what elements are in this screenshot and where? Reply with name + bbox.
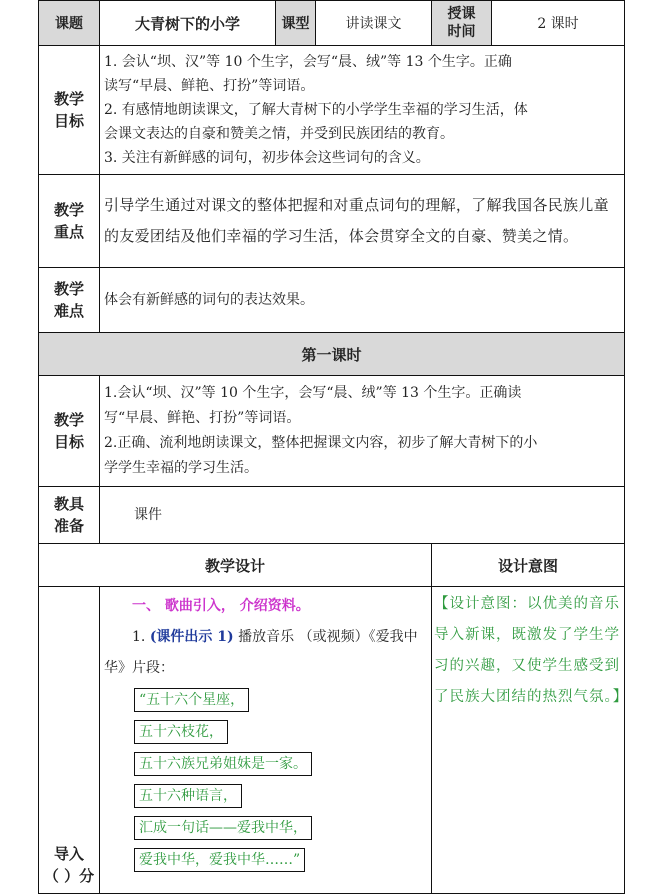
tools-row [39,487,625,544]
keypoints-label [39,175,100,268]
first-lesson-row [39,333,625,376]
goal-line: 2. 有感情地朗读课文，了解大青树下的小学学生幸福的学习生活，体 [104,102,528,118]
keypoints-row [39,175,625,268]
keypoints-label-line1: 教学 [53,201,84,219]
lyric-line: 爱我中华，爱我中华……” [134,848,305,872]
lesson-goal-line: 学学生幸福的学习生活。 [104,460,258,476]
tools-label-line2: 准备 [53,517,84,535]
lesson-goals-text [100,376,625,487]
time-label [432,1,492,46]
time-label-line2: 时间 [447,24,476,40]
lyric-line: “五十六个星座， [134,688,249,712]
courseware-tag: (课件出示 1) [149,629,234,645]
stage-label-line2: （ ）分 [43,867,95,885]
lesson-goals-label-line2: 目标 [53,433,84,451]
difficulty-text: 体会有新鲜感的词句的表达效果。 [100,268,625,333]
type-value: 讲读课文 [316,1,432,46]
keypoints-text: 引导学生通过对课文的整体把握和对重点词句的理解，了解我国各民族儿童的友爱团结及他们幸福的学习生活，体会贯穿全文的自豪、赞美之情。 [100,175,625,268]
stage-label [39,587,100,894]
design-content-row [39,587,625,894]
goal-line: 1. 会认“坝、汉”等 10 个生字，会写“晨、绒”等 13 个生字。正确 [104,54,512,70]
lyrics-list [104,684,427,876]
lesson-goals-label [39,376,100,487]
lesson-goal-line: 写“早晨、鲜艳、打扮”等词语。 [104,410,301,426]
intent-column-header: 设计意图 [432,544,625,587]
hours-value: 2 课时 [492,1,625,46]
goals-label-line2: 目标 [53,112,84,130]
difficulty-label [39,268,100,333]
stage-label-line1: 导入 [53,845,84,863]
tools-value: 课件 [100,487,625,544]
lyric-line: 五十六枝花， [134,720,228,744]
header-row [39,1,625,46]
goals-text [100,46,625,175]
first-lesson-title: 第一课时 [39,333,625,376]
tools-label-line1: 教具 [53,495,84,513]
design-column-header: 教学设计 [39,544,432,587]
lyric-line: 汇成一句话——爱我中华， [134,816,312,840]
difficulty-row [39,268,625,333]
lyric-line: 五十六族兄弟姐妹是一家。 [134,752,312,776]
difficulty-label-line2: 难点 [53,302,84,320]
step1-line [104,622,427,653]
lesson-goals-row [39,376,625,487]
time-label-line1: 授课 [447,6,476,22]
step1-continuation: 华》片段： [104,660,174,676]
difficulty-label-line1: 教学 [53,280,84,298]
lesson-goal-line: 1.会认“坝、汉”等 10 个生字，会写“晨、绒”等 13 个生字。正确读 [104,385,522,401]
keypoints-label-line2: 重点 [53,223,84,241]
type-label: 课型 [276,1,316,46]
tools-label [39,487,100,544]
goal-line: 读写“早晨、鲜艳、打扮”等词语。 [104,78,315,94]
design-content [100,587,432,894]
lesson-goal-line: 2.正确、流利地朗读课文，整体把握课文内容，初步了解大青树下的小 [104,435,538,451]
goal-line: 3. 关注有新鲜感的词句，初步体会这些词句的含义。 [104,150,430,166]
step1-text: 播放音乐 （或视频）《爱我中 [233,629,418,645]
lyric-line: 五十六种语言， [134,784,242,808]
goals-row [39,46,625,175]
goals-label [39,46,100,175]
lesson-plan [38,0,629,894]
topic-label: 课题 [39,1,100,46]
lesson-goals-label-line1: 教学 [53,411,84,429]
lesson-plan-table [38,0,629,894]
goal-line: 会课文表达的自豪和赞美之情，并受到民族团结的教育。 [104,126,454,142]
design-header-row [39,544,625,587]
step-title: 一、 歌曲引入， 介绍资料。 [132,598,310,614]
goals-label-line1: 教学 [53,90,84,108]
topic-value: 大青树下的小学 [100,1,276,46]
design-intent: 【设计意图：以优美的音乐导入新课，既激发了学生学习的兴趣，又使学生感受到了民族大团结的热烈气氛。】 [432,587,625,894]
step1-number: 1. [132,629,150,645]
